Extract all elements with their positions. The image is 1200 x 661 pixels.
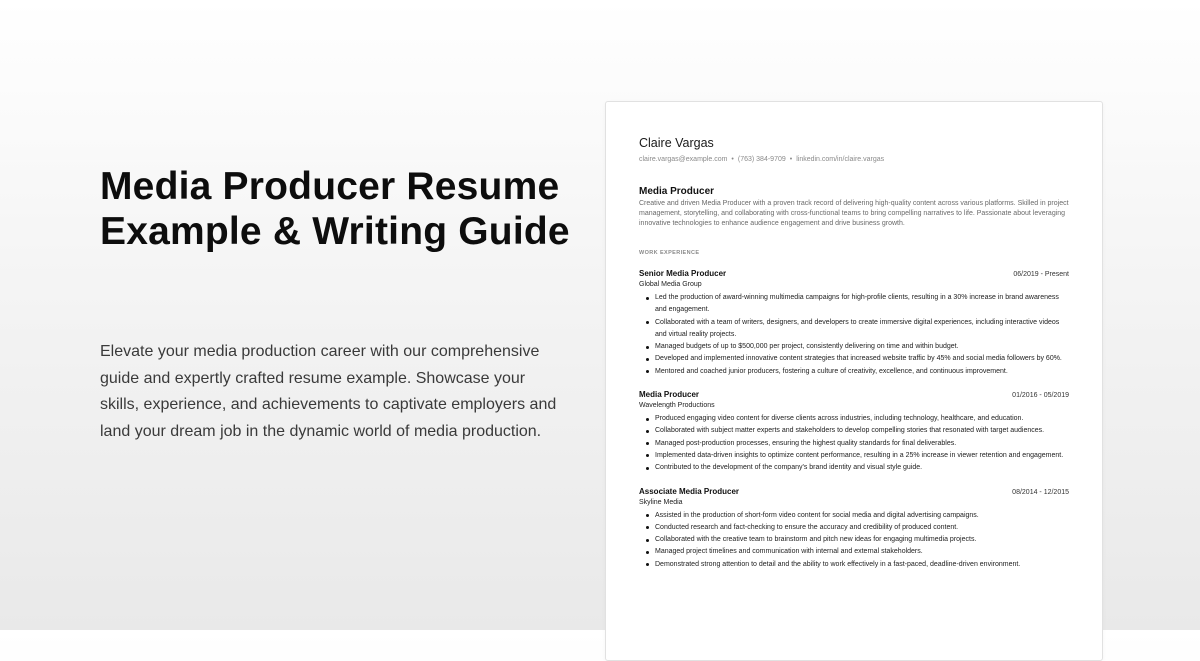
resume-preview	[605, 101, 1103, 661]
job-dates: 06/2019 - Present	[1013, 271, 1069, 278]
resume-contact	[639, 155, 1069, 164]
job-bullet: Collaborated with a team of writers, designers, and developers to create immersive digital experiences, including interactive videos and virtual reality projects.	[655, 317, 1069, 342]
job-entry	[639, 389, 1069, 474]
job-header	[639, 268, 1069, 280]
job-bullet: Demonstrated strong attention to detail and the ability to work effectively in a fast-paced, deadline-driven environment.	[655, 559, 1069, 571]
job-bullet: Mentored and coached junior producers, fostering a culture of creativity, excellence, and continuous improvement.	[655, 366, 1069, 378]
job-bullet: Managed budgets of up to $500,000 per project, consistently delivering on time and within budget.	[655, 341, 1069, 353]
job-bullet: Contributed to the development of the company's brand identity and visual style guide.	[655, 462, 1069, 474]
job-bullets	[639, 413, 1069, 474]
resume-summary: Creative and driven Media Producer with a proven track record of delivering high-quality content across various platforms. Skilled in project management, storytelling, and collaborating with cross-functional teams to bring compelling narratives to life. Passionate about leveraging innovative technologies to enhance audience engagement and drive business growth.	[639, 200, 1069, 227]
job-bullets	[639, 292, 1069, 378]
job-entry	[639, 268, 1069, 378]
job-bullet: Produced engaging video content for diverse clients across industries, including technology, healthcare, and education.	[655, 413, 1069, 425]
contact-linkedin: linkedin.com/in/claire.vargas	[796, 156, 885, 163]
job-company: Skyline Media	[639, 498, 683, 506]
page-title: Media Producer Resume Example & Writing Guide	[100, 165, 570, 253]
job-bullet: Collaborated with the creative team to brainstorm and pitch new ideas for engaging multimedia projects.	[655, 534, 1069, 546]
job-bullet: Assisted in the production of short-form video content for social media and digital advertising campaigns.	[655, 510, 1069, 522]
job-header	[639, 389, 1069, 401]
section-heading-work-experience: WORK EXPERIENCE	[639, 250, 700, 256]
job-company: Global Media Group	[639, 281, 702, 288]
contact-separator: •	[731, 156, 734, 163]
job-bullet: Implemented data-driven insights to optimize content performance, resulting in a 25% increase in viewer retention and engagement.	[655, 450, 1069, 462]
job-bullet: Managed project timelines and communication with internal and external stakeholders.	[655, 546, 1069, 558]
job-dates: 01/2016 - 05/2019	[1012, 392, 1069, 400]
contact-separator: •	[789, 156, 793, 163]
resume-name: Claire Vargas	[639, 136, 714, 150]
job-bullet: Led the production of award-winning multimedia campaigns for high-profile clients, resulting in a 30% increase in brand awareness and engagement.	[655, 292, 1069, 317]
contact-phone: (763) 384-9709	[737, 156, 786, 163]
job-bullet: Collaborated with subject matter experts and stakeholders to develop compelling stories that resonated with target audiences.	[655, 425, 1069, 437]
job-company: Wavelength Productions	[639, 402, 715, 410]
job-title: Senior Media Producer	[639, 269, 727, 278]
job-dates: 08/2014 - 12/2015	[1012, 488, 1069, 496]
resume-headline: Media Producer	[639, 186, 715, 197]
job-entry	[639, 486, 1069, 571]
job-bullets	[639, 510, 1069, 571]
job-bullet: Managed post-production processes, ensuring the highest quality standards for final deliverables.	[655, 438, 1069, 450]
job-header	[639, 486, 1069, 498]
contact-email: claire.vargas@example.com	[639, 156, 728, 163]
job-bullet: Developed and implemented innovative content strategies that increased website traffic by 45% and social media followers by 60%.	[655, 353, 1069, 365]
job-title: Media Producer	[639, 390, 700, 400]
page-description: Elevate your media production career with our comprehensive guide and expertly crafted resume example. Showcase your skills, experience, and achievements to captivate employers and land your dream job in the dynamic world of media production.	[100, 343, 557, 440]
job-title: Associate Media Producer	[639, 486, 740, 496]
job-bullet: Conducted research and fact-checking to ensure the accuracy and credibility of produced content.	[655, 522, 1069, 534]
